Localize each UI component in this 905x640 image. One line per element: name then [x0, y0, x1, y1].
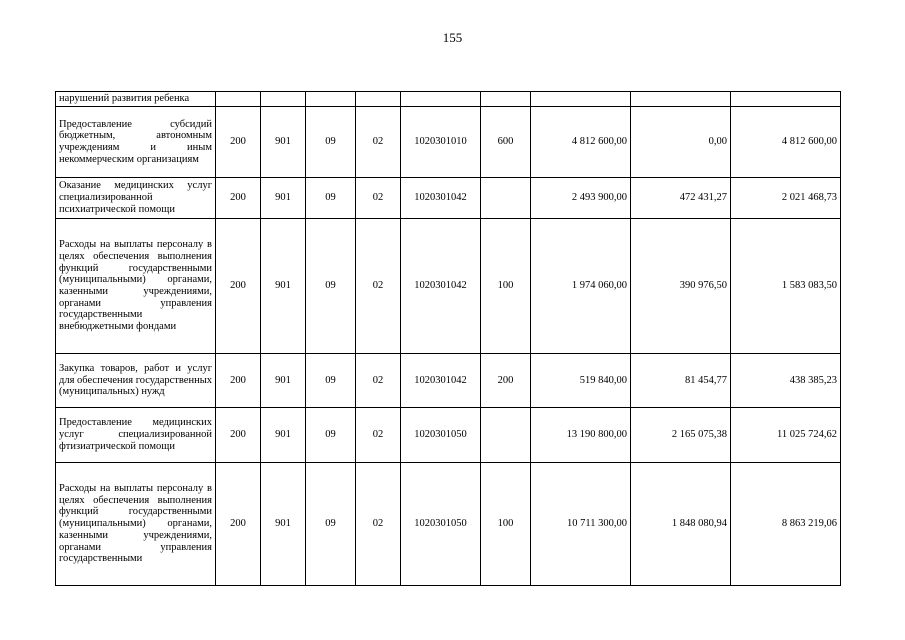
row-description: Расходы на выплаты персоналу в целях обеспечения выполнения функций государственными (муниципальными) органами, казенными учреждениями, органами управления государственными — [56, 463, 216, 586]
cell-col-3: 09 — [306, 219, 356, 354]
cell-col-4: 02 — [356, 178, 401, 219]
cell-col-9: 4 812 600,00 — [731, 107, 841, 178]
row-description: Расходы на выплаты персоналу в целях обеспечения выполнения функций государственными (муниципальными) органами, казенными учреждениями, органами управления государственными внебюджетными фондами — [56, 219, 216, 354]
cell-col-8: 81 454,77 — [631, 354, 731, 408]
cell-col-2: 901 — [261, 354, 306, 408]
cell-col-6: 200 — [481, 354, 531, 408]
cell-col-1: 200 — [216, 408, 261, 463]
cell-col-3: 09 — [306, 354, 356, 408]
cell-col-4 — [356, 92, 401, 107]
cell-col-6 — [481, 92, 531, 107]
row-description: Оказание медицинских услуг специализированной психиатрической помощи — [56, 178, 216, 219]
cell-col-9: 2 021 468,73 — [731, 178, 841, 219]
cell-col-9: 8 863 219,06 — [731, 463, 841, 586]
cell-col-8: 472 431,27 — [631, 178, 731, 219]
cell-col-5: 1020301010 — [401, 107, 481, 178]
cell-col-7: 10 711 300,00 — [531, 463, 631, 586]
cell-col-2: 901 — [261, 107, 306, 178]
cell-col-3: 09 — [306, 107, 356, 178]
cell-col-7: 1 974 060,00 — [531, 219, 631, 354]
cell-col-6: 100 — [481, 219, 531, 354]
cell-col-7 — [531, 92, 631, 107]
cell-col-1: 200 — [216, 219, 261, 354]
cell-col-7: 13 190 800,00 — [531, 408, 631, 463]
page-number: 155 — [442, 30, 463, 45]
cell-col-2 — [261, 92, 306, 107]
cell-col-7: 4 812 600,00 — [531, 107, 631, 178]
table-row — [56, 354, 841, 408]
cell-col-8: 390 976,50 — [631, 219, 731, 354]
cell-col-7: 2 493 900,00 — [531, 178, 631, 219]
cell-col-3: 09 — [306, 463, 356, 586]
cell-col-7: 519 840,00 — [531, 354, 631, 408]
cell-col-5: 1020301050 — [401, 463, 481, 586]
cell-col-8: 2 165 075,38 — [631, 408, 731, 463]
cell-col-6: 100 — [481, 463, 531, 586]
cell-col-6: 600 — [481, 107, 531, 178]
cell-col-9 — [731, 92, 841, 107]
cell-col-2: 901 — [261, 219, 306, 354]
cell-col-5: 1020301050 — [401, 408, 481, 463]
row-description: нарушений развития ребенка — [56, 92, 216, 107]
cell-col-2: 901 — [261, 408, 306, 463]
cell-col-8 — [631, 92, 731, 107]
table-row — [56, 408, 841, 463]
cell-col-4: 02 — [356, 354, 401, 408]
table-row — [56, 463, 841, 586]
cell-col-1: 200 — [216, 463, 261, 586]
cell-col-1 — [216, 92, 261, 107]
cell-col-3 — [306, 92, 356, 107]
cell-col-5 — [401, 92, 481, 107]
cell-col-5: 1020301042 — [401, 178, 481, 219]
row-description: Предоставление медицинских услуг специализированной фтизиатрической помощи — [56, 408, 216, 463]
cell-col-1: 200 — [216, 107, 261, 178]
table-row — [56, 178, 841, 219]
cell-col-3: 09 — [306, 178, 356, 219]
cell-col-2: 901 — [261, 463, 306, 586]
cell-col-3: 09 — [306, 408, 356, 463]
table-row — [56, 92, 841, 107]
cell-col-4: 02 — [356, 219, 401, 354]
cell-col-1: 200 — [216, 354, 261, 408]
cell-col-6 — [481, 178, 531, 219]
table-row — [56, 107, 841, 178]
cell-col-9: 438 385,23 — [731, 354, 841, 408]
cell-col-2: 901 — [261, 178, 306, 219]
cell-col-8: 0,00 — [631, 107, 731, 178]
cell-col-4: 02 — [356, 463, 401, 586]
table-row — [56, 219, 841, 354]
cell-col-8: 1 848 080,94 — [631, 463, 731, 586]
row-description: Закупка товаров, работ и услуг для обеспечения государственных (муниципальных) нужд — [56, 354, 216, 408]
cell-col-4: 02 — [356, 107, 401, 178]
cell-col-6 — [481, 408, 531, 463]
cell-col-9: 11 025 724,62 — [731, 408, 841, 463]
row-description: Предоставление субсидий бюджетным, автономным учреждениям и иным некоммерческим организациям — [56, 107, 216, 178]
budget-table — [55, 91, 841, 586]
cell-col-1: 200 — [216, 178, 261, 219]
cell-col-9: 1 583 083,50 — [731, 219, 841, 354]
cell-col-5: 1020301042 — [401, 354, 481, 408]
cell-col-5: 1020301042 — [401, 219, 481, 354]
cell-col-4: 02 — [356, 408, 401, 463]
